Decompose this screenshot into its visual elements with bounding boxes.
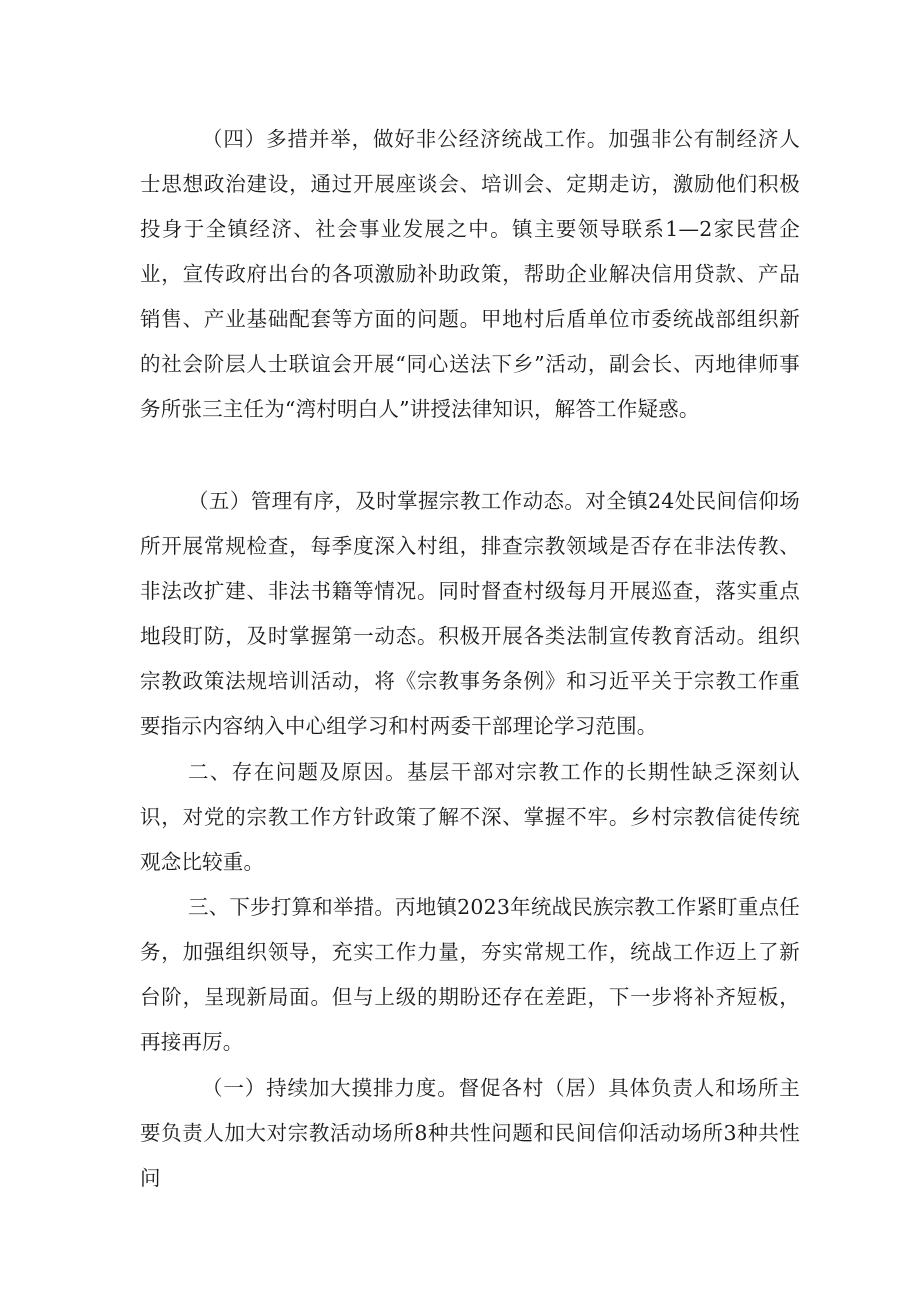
paragraph-non-public-economy: （四）多措并举，做好非公经济统战工作。加强非公有制经济人士思想政治建设，通过开展座谈会、培训会、定期走访，激励他们积极投身于全镇经济、社会事业发展之中。镇主要领导联系1—2家民营企业，宣传政府出台的各项激励补助政策，帮助企业解决信用贷款、产品销售、产业基础配套等方面的问题。甲地村后盾单位市委统战部组织新的社会阶层人士联谊会开展“同心送法下乡”活动，副会长、丙地律师事务所张三主任为“湾村明白人”讲授法律知识，解答工作疑惑。 <box>140 127 800 421</box>
paragraph-religious-management: （五）管理有序，及时掌握宗教工作动态。对全镇24处民间信仰场所开展常规检查，每季度深入村组，排查宗教领域是否存在非法传教、非法改扩建、非法书籍等情况。同时督查村级每月开展巡查，落实重点地段盯防，及时掌握第一动态。积极开展各类法制宣传教育活动。组织宗教政策法规培训活动，将《宗教事务条例》和习近平关于宗教工作重要指示内容纳入中心组学习和村两委干部理论学习范围。 <box>140 489 800 738</box>
paragraph-problems-and-causes: 二、存在问题及原因。基层干部对宗教工作的长期性缺乏深刻认识，对党的宗教工作方针政策了解不深、掌握不牢。乡村宗教信徒传统观念比较重。 <box>140 760 800 874</box>
paragraph-next-steps: 三、下步打算和举措。丙地镇2023年统战民族宗教工作紧盯重点任务，加强组织领导，充实工作力量，夯实常规工作，统战工作迈上了新台阶，呈现新局面。但与上级的期盼还存在差距，下一步将补齐短板，再接再厉。 <box>140 895 800 1054</box>
paragraph-investigation-efforts: （一）持续加大摸排力度。督促各村（居）具体负责人和场所主要负责人加大对宗教活动场所8种共性问题和民间信仰活动场所3种共性问 <box>140 1076 800 1190</box>
